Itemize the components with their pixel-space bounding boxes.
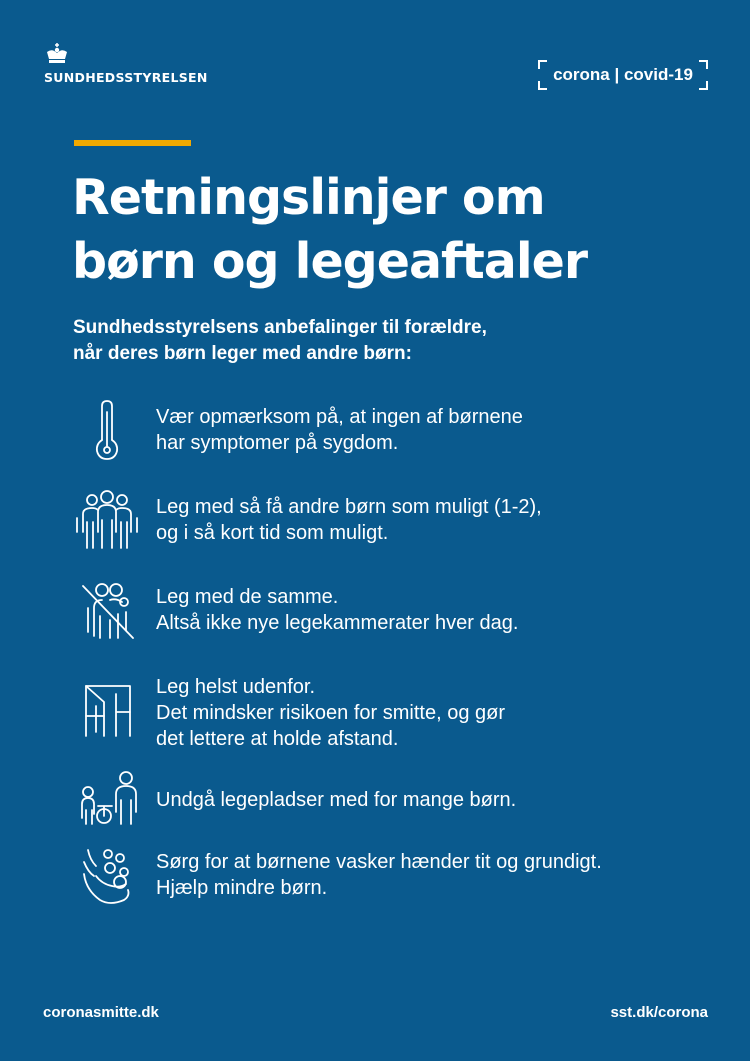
title-line-1: Retningslinjer om <box>72 169 545 226</box>
hand-washing-icon <box>80 846 136 908</box>
guideline-text: Sørg for at børnene vasker hænder tit og grundigt. Hjælp mindre børn. <box>156 851 602 899</box>
accent-bar <box>74 140 191 146</box>
footer-link-sst[interactable]: sst.dk/corona <box>610 1004 708 1021</box>
group-of-people-icon <box>74 488 140 552</box>
door-outdoors-icon <box>82 672 134 740</box>
sundhedsstyrelsen-logo <box>44 42 208 85</box>
guideline-text: Leg med de samme. Altså ikke nye legekammerater hver dag. <box>156 586 519 634</box>
logo-text: SUNDHEDSSTYRELSEN <box>44 70 208 85</box>
guideline-text: Vær opmærksom på, at ingen af børnene har symptomer på sygdom. <box>156 406 523 454</box>
playground-icon <box>76 770 142 828</box>
page-title <box>72 166 712 294</box>
crown-icon <box>44 42 70 66</box>
footer-link-coronasmitte[interactable]: coronasmitte.dk <box>43 1004 159 1021</box>
guideline-text: Leg helst udenfor. Det mindsker risikoen for smitte, og gør det lettere at holde afstand. <box>156 676 505 750</box>
thermometer-icon <box>90 398 124 462</box>
lead-text: Sundhedsstyrelsens anbefalinger til forældre, når deres børn leger med andre børn: <box>73 317 487 364</box>
guideline-text: Undgå legepladser med for mange børn. <box>156 789 517 811</box>
corona-covid-tag <box>538 60 708 90</box>
guideline-text: Leg med så få andre børn som muligt (1-2), og i så kort tid som muligt. <box>156 496 542 544</box>
tag-text: corona | covid-19 <box>553 65 693 84</box>
title-line-2: børn og legeaftaler <box>72 233 588 290</box>
no-new-people-icon <box>80 580 136 642</box>
